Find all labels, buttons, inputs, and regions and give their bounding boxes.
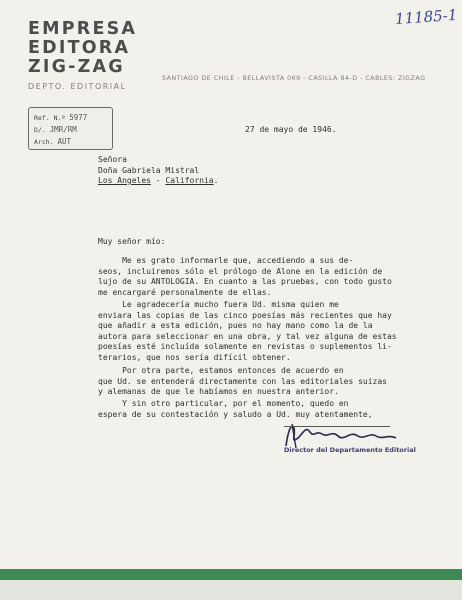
d-value: JMR/RM xyxy=(49,125,77,134)
ref-value: 5977 xyxy=(69,113,88,122)
ref-arch-row xyxy=(34,136,107,148)
recipient-line-2: Doña Gabriela Mistral xyxy=(98,165,200,175)
department-label: DEPTO. EDITORIAL xyxy=(28,82,127,91)
bottom-edge xyxy=(0,580,462,600)
d-label: D/. xyxy=(34,126,46,134)
reference-box xyxy=(28,107,113,150)
bottom-green-band xyxy=(0,569,462,580)
paragraph-2: Le agradecería mucho fuera Ud. misma quien me enviara las copias de las cinco poesías más recientes que hay que añadir a esta edición, pues no hay mano como la de la autora para seleccionar en una obra, y tal vez alguna de estas poesías esté incluída solamente en revistas o suplementos li- terarios, que nos sería difícil obtener. xyxy=(98,300,397,362)
paragraph-3: Por otra parte, estamos entonces de acuerdo en que Ud. se entenderá directamente con las editoriales suizas y alemanas de que le habíamos en nuestra anterior. xyxy=(98,366,387,396)
logo-line-2: EDITORA xyxy=(28,38,131,58)
arch-value: AUT xyxy=(57,137,72,146)
location-state: California xyxy=(165,176,214,185)
paragraph-1: Me es grato informarle que, accediendo a sus de- seos, incluiremos sólo el prólogo de Alone en la edición de lujo de su ANTOLOGIA. En cuanto a las pruebas, con todo gusto me encargaré personalmente de ellas. xyxy=(98,256,392,297)
recipient-location xyxy=(98,176,218,187)
logo-line-3: ZIG-ZAG xyxy=(28,57,125,77)
location-city: Los Angeles xyxy=(98,176,151,185)
location-separator: - xyxy=(150,176,166,185)
letter-date: 27 de mayo de 1946. xyxy=(245,125,337,134)
handwritten-archive-number: 11185-1 xyxy=(394,5,458,29)
location-end: . xyxy=(213,176,219,185)
arch-label: Arch. xyxy=(34,138,54,146)
ref-label: Ref. N.º xyxy=(34,114,66,122)
recipient-line-1: Señora xyxy=(98,155,127,164)
paragraph-4: Y sin otro particular, por el momento, quedo en espera de su contestación y saludo a Ud. muy atentamente, xyxy=(98,399,373,419)
salutation: Muy señor mío: xyxy=(98,237,166,246)
letterhead-address: SANTIAGO DE CHILE - BELLAVISTA 069 - CASILLA 84-D - CABLES: ZIGZAG xyxy=(162,75,426,82)
signature-title: Director del Departamento Editorial xyxy=(284,446,416,454)
logo-line-1: EMPRESA xyxy=(28,19,138,39)
ref-d-row xyxy=(34,124,107,136)
recipient-block xyxy=(98,155,218,187)
signature-line xyxy=(284,426,390,427)
company-logo xyxy=(28,20,168,91)
ref-number-row xyxy=(34,112,107,124)
